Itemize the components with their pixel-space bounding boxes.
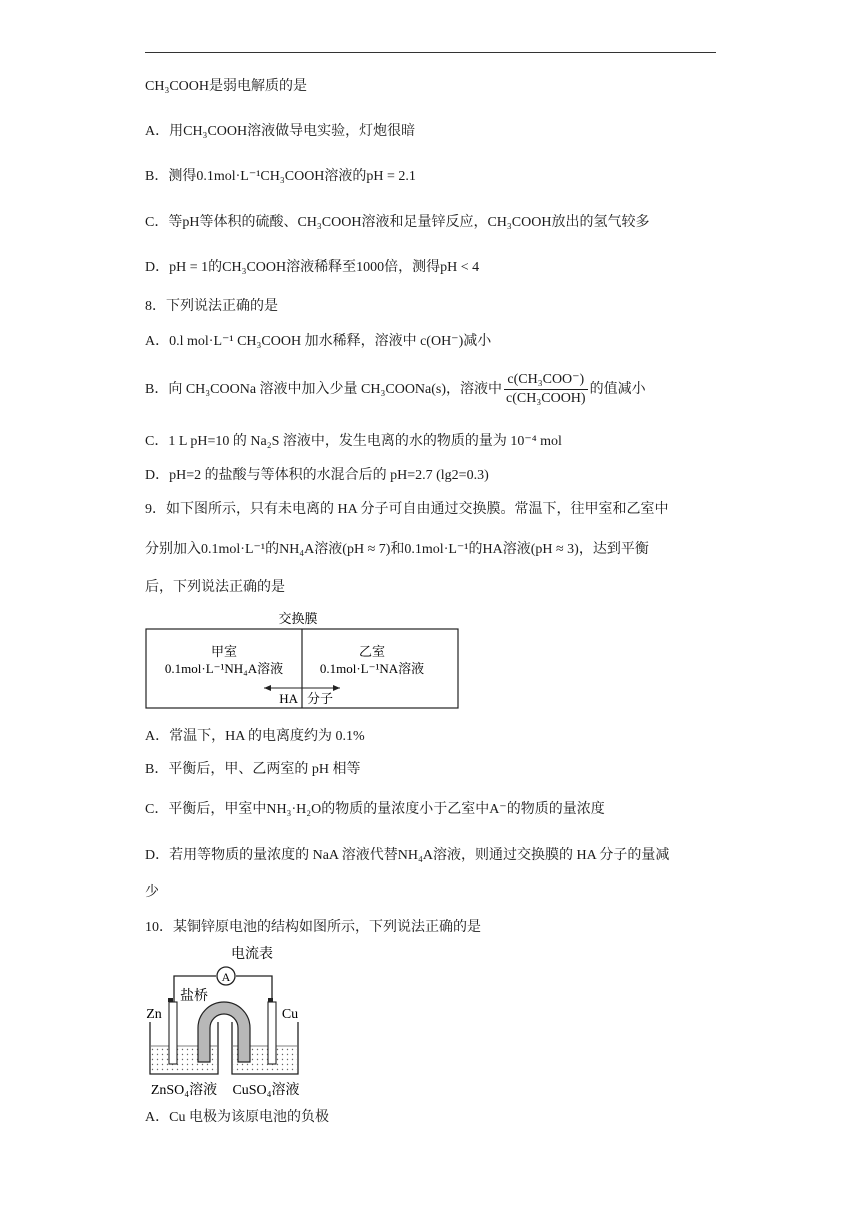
ratio-denominator: c(CH₃COOH) — [506, 391, 586, 407]
ratio-numerator: c(CH₃COO⁻) — [504, 371, 588, 390]
galvanic-cell-diagram — [140, 942, 320, 1102]
zn-label: Zn — [146, 1007, 162, 1022]
q9-option-a: A．常温下，HA 的电离度约为 0.1% — [145, 729, 365, 744]
membrane-label: 交换膜 — [278, 611, 318, 626]
ammeter-symbol: A — [221, 970, 231, 984]
q8-option-c: C．1 L pH=10 的 Na₂S 溶液中，发生电离的水的物质的量为 10⁻⁴ mol — [145, 434, 562, 449]
q7-option-a: A．用CH₃COOH溶液做导电实验，灯炮很暗 — [145, 124, 416, 139]
arrow-head-right — [333, 685, 340, 691]
q10-stem: 10．某铜锌原电池的结构如图所示，下列说法正确的是 — [145, 920, 481, 935]
q9-option-d-line2: 少 — [145, 885, 159, 900]
q7-stem: CH₃COOH是弱电解质的是 — [145, 79, 307, 94]
q9-option-b: B．平衡后，甲、乙两室的 pH 相等 — [145, 762, 361, 777]
cu-label: Cu — [281, 1007, 299, 1022]
cu-electrode — [268, 1002, 276, 1064]
concentration-ratio — [504, 371, 588, 408]
q7-option-c: C．等pH等体积的硫酸、CH₃COOH溶液和足量锌反应，CH₃COOH放出的氢气较多 — [145, 215, 650, 230]
q8-option-b-suffix: 的值减小 — [589, 382, 646, 397]
q9-stem-line2: 分别加入0.1mol·L⁻¹的NH₄A溶液(pH ≈ 7)和0.1mol·L⁻¹的HA溶液(pH ≈ 3)，达到平衡 — [145, 542, 649, 557]
q9-stem-line3: 后，下列说法正确的是 — [145, 580, 285, 595]
ammeter-label: 电流表 — [231, 947, 273, 962]
znso4-label: ZnSO₄溶液 — [150, 1083, 218, 1098]
q9-option-d-line1: D．若用等物质的量浓度的 NaA 溶液代替NH₄A溶液，则通过交换膜的 HA 分子的量减 — [145, 848, 670, 863]
q9-stem-line1: 9．如下图所示，只有未电离的 HA 分子可自由通过交换膜。常温下，往甲室和乙室中 — [145, 502, 669, 517]
zn-electrode — [169, 1002, 177, 1064]
arrow-head-left — [264, 685, 271, 691]
wire-right — [236, 976, 272, 1002]
q8-option-b-prefix: B．向 CH₃COONa 溶液中加入少量 CH₃COONa(s)，溶液中 — [145, 382, 503, 397]
left-chamber-solution: 0.1mol·L⁻¹NH₄A溶液 — [164, 661, 284, 676]
exchange-membrane-diagram — [140, 606, 470, 714]
q8-option-d: D．pH=2 的盐酸与等体积的水混合后的 pH=2.7 (lg2=0.3) — [145, 468, 489, 483]
salt-bridge-tube — [198, 1002, 250, 1062]
salt-bridge-label: 盐桥 — [180, 989, 208, 1004]
zn-clip — [168, 998, 173, 1002]
q10-option-a: A．Cu 电极为该原电池的负极 — [145, 1110, 329, 1125]
q8-option-b — [145, 370, 646, 410]
cuso4-label: CuSO₄溶液 — [232, 1083, 300, 1098]
arrow-label-molecule: 分子 — [307, 691, 334, 706]
arrow-label-ha: HA — [279, 691, 298, 706]
q7-option-d: D．pH = 1的CH₃COOH溶液稀释至1000倍，测得pH < 4 — [145, 260, 480, 275]
left-chamber-title: 甲室 — [210, 644, 238, 659]
q8-option-a: A．0.l mol·L⁻¹ CH₃COOH 加水稀释，溶液中 c(OH⁻)减小 — [145, 334, 492, 349]
q7-option-b: B．测得0.1mol·L⁻¹CH₃COOH溶液的pH = 2.1 — [145, 169, 416, 184]
right-chamber-solution: 0.1mol·L⁻¹NA溶液 — [319, 661, 425, 676]
q8-stem: 8．下列说法正确的是 — [145, 299, 278, 314]
right-chamber-title: 乙室 — [358, 644, 386, 659]
cu-clip — [268, 998, 273, 1002]
header-rule — [145, 52, 716, 53]
q9-option-c: C．平衡后，甲室中NH₃·H₂O的物质的量浓度小于乙室中A⁻的物质的量浓度 — [145, 802, 605, 817]
